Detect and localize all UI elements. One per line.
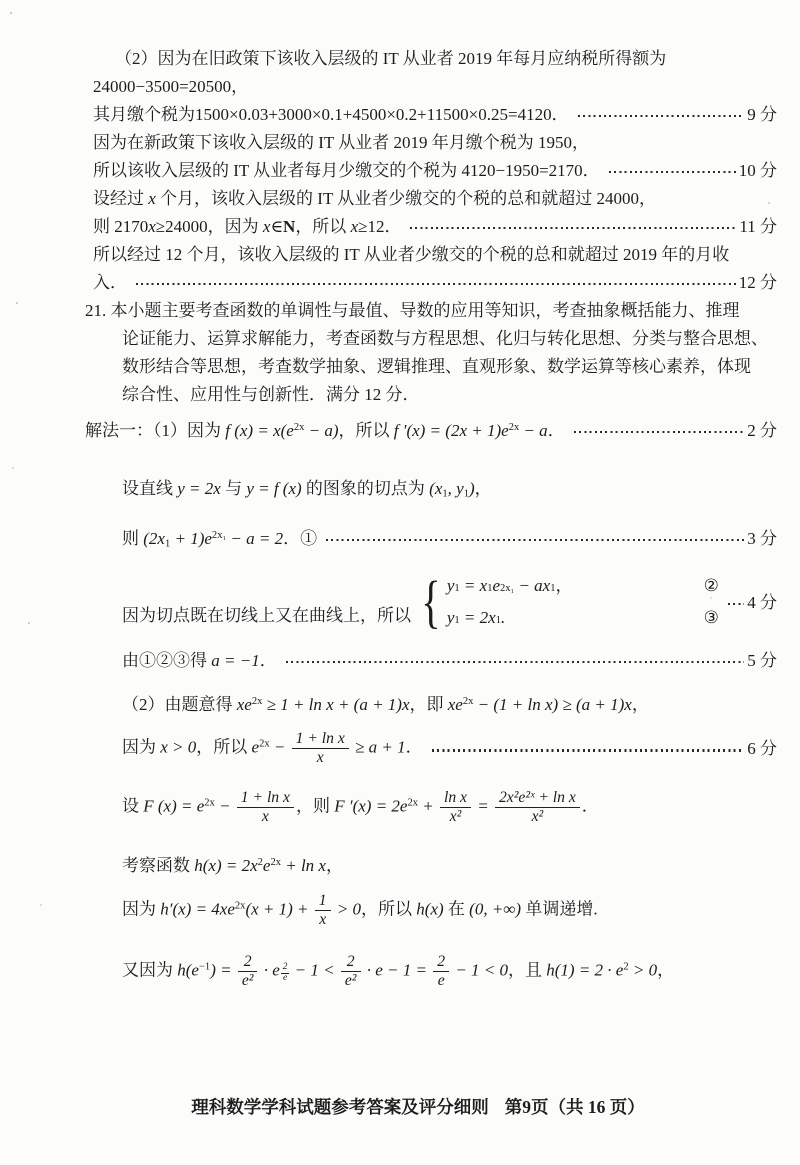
- math-run: f (x) = x: [225, 420, 281, 440]
- content-line: [85, 474, 777, 502]
- math-run: h(e: [177, 960, 199, 980]
- math-run: x: [350, 216, 359, 236]
- text-run: 设直线: [122, 478, 178, 498]
- left-brace-icon: {: [421, 568, 441, 634]
- text-run: ，即: [409, 694, 448, 714]
- equation-system: [417, 568, 719, 634]
- text-run: ．①: [283, 528, 318, 548]
- text-run: ．: [259, 650, 277, 670]
- text-run: 解法一：（1）因为: [85, 420, 226, 440]
- math-fraction: [292, 730, 349, 767]
- content-line: [85, 296, 777, 324]
- text-run: 24000−3500=20500，: [93, 76, 249, 96]
- math-run: y: [446, 576, 455, 595]
- content-line: [85, 953, 777, 990]
- content-line: [85, 730, 777, 767]
- line-text: [122, 852, 343, 879]
- content-line: [85, 852, 777, 880]
- math-superscript: 2x: [270, 857, 281, 869]
- fraction-denominator: e: [437, 971, 445, 989]
- score-label: 10 分: [738, 160, 777, 180]
- text-run: 在: [443, 899, 470, 919]
- line-text: [122, 691, 649, 718]
- math-run: (e: [280, 420, 294, 440]
- math-superscript: 2x: [204, 797, 215, 809]
- line-text: [85, 297, 740, 324]
- text-run: ∈: [270, 216, 284, 236]
- math-run: a = −1: [211, 650, 260, 670]
- score-label: 11 分: [739, 216, 777, 236]
- dotted-leader: [423, 735, 777, 762]
- fraction-numerator: 1 + ln x: [237, 789, 294, 808]
- math-run: xe: [236, 694, 252, 714]
- math-fraction: [315, 892, 331, 929]
- content-line: [85, 212, 777, 240]
- line-text: [85, 417, 565, 444]
- dotted-leader: [569, 101, 777, 128]
- text-run: 则 2170: [93, 216, 149, 236]
- math-run: f ′(x) = (2x + 1)e: [393, 420, 509, 440]
- line-text: [93, 101, 569, 128]
- content-line: [85, 128, 777, 156]
- math-run: · e: [259, 960, 280, 980]
- content-line: [85, 789, 777, 826]
- fraction-denominator: x: [261, 807, 269, 825]
- dotted-leader: [565, 417, 777, 444]
- text-run: 考察函数: [122, 856, 195, 876]
- score-label: 3 分: [747, 528, 777, 548]
- math-run: (x + 1) +: [245, 899, 313, 919]
- text-run: ，: [657, 960, 675, 980]
- text-run: ，所以: [196, 737, 252, 757]
- text-run: （2）由题意得: [122, 694, 237, 714]
- footer-page-indicator: 第9页（共 16 页）: [504, 1097, 645, 1117]
- leader-dots: [326, 539, 744, 541]
- line-text: [122, 525, 317, 552]
- math-superscript: 2x: [234, 900, 246, 912]
- line-text: [122, 475, 492, 502]
- math-run: > 0: [332, 899, 362, 919]
- content-line: [85, 240, 777, 268]
- content-line: [85, 568, 777, 634]
- math-run: ≥ a + 1: [350, 737, 406, 757]
- content-line: [85, 524, 777, 552]
- fraction-numerator: 1: [315, 892, 331, 911]
- math-run: −: [269, 737, 290, 757]
- math-run: y: [446, 608, 455, 627]
- content-line: [85, 380, 777, 408]
- text-run: 又因为: [122, 960, 178, 980]
- math-run: e: [262, 856, 271, 876]
- fraction-denominator: x: [316, 748, 324, 766]
- line-text: [93, 185, 656, 212]
- line-text: [122, 647, 277, 674]
- math-fraction: [281, 963, 290, 984]
- text-run: 因为切点既在切线上又在曲线上，所以: [122, 605, 411, 625]
- content-line: [85, 892, 777, 929]
- text-run: 21. 本小题主要考查函数的单调性与最值、导数的应用等知识，考查抽象概括能力、推理: [85, 300, 740, 320]
- text-run: ≥24000，因为: [155, 216, 263, 236]
- math-subscript: 1: [442, 488, 448, 500]
- content-line: [85, 690, 777, 718]
- text-run: 综合性、应用性与创新性．满分 12 分．: [122, 384, 420, 404]
- math-run: − a): [304, 420, 339, 440]
- bold-symbol: N: [283, 216, 296, 236]
- math-subscript: 1: [463, 488, 469, 500]
- line-text: [122, 789, 599, 826]
- equation-number: ③: [703, 608, 719, 627]
- content-line: [85, 72, 777, 100]
- leader-dots: [728, 603, 744, 605]
- math-run: ≥ 1 + ln x + (a + 1)x: [262, 694, 410, 714]
- math-run: h′(x) = 4xe: [160, 899, 235, 919]
- score-label: 9 分: [747, 104, 777, 124]
- leader-dots: [432, 749, 745, 751]
- page-footer: [0, 1094, 800, 1119]
- dotted-leader: [401, 213, 777, 240]
- content-line: [85, 324, 777, 352]
- math-fraction: [440, 789, 471, 826]
- text-run: ，且: [508, 960, 547, 980]
- content-line: [85, 100, 777, 128]
- content-line: [85, 352, 777, 380]
- leader-dots: [578, 115, 745, 117]
- text-run: ，: [325, 856, 343, 876]
- math-run: +: [418, 796, 438, 816]
- line-text: [115, 45, 666, 72]
- content-line: [85, 44, 777, 72]
- math-run: h(1) = 2 · e: [546, 960, 624, 980]
- dotted-leader: [317, 525, 777, 552]
- math-run: > 0: [628, 960, 658, 980]
- content-line: [85, 156, 777, 184]
- score-label: 2 分: [747, 420, 777, 440]
- fraction-numerator: 2: [238, 953, 258, 972]
- line-text: [122, 381, 420, 408]
- math-fraction: [237, 789, 294, 826]
- fraction-numerator: 2: [341, 953, 361, 972]
- math-superscript: 2x: [407, 797, 418, 809]
- text-run: ．: [547, 420, 565, 440]
- math-run: F ′(x) = 2e: [334, 796, 408, 816]
- math-run: e: [492, 576, 500, 595]
- math-superscript: 2x: [251, 695, 263, 707]
- line-text: [122, 568, 719, 634]
- line-text: [122, 353, 751, 380]
- leader-dots: [286, 661, 745, 663]
- fraction-numerator: ln x: [440, 789, 471, 808]
- math-run: y = f (x): [246, 478, 302, 498]
- line-text: [93, 213, 401, 240]
- text-run: ，: [555, 576, 573, 595]
- line-text: [93, 157, 600, 184]
- equation-number: ②: [703, 576, 719, 595]
- line-text: [93, 129, 589, 156]
- math-superscript: 2: [623, 961, 629, 973]
- text-run: 数形结合等思想，考查数学抽象、逻辑推理、直观形象、数学运算等核心素养，体现: [122, 356, 751, 376]
- math-run: ) =: [210, 960, 236, 980]
- score-label: 4 分: [747, 592, 777, 612]
- math-run: h(x) = 2x: [194, 856, 258, 876]
- math-run: x: [148, 188, 156, 208]
- fraction-numerator: 2: [282, 961, 288, 972]
- text-run: 设经过: [93, 188, 149, 208]
- fraction-denominator: e²: [344, 971, 357, 989]
- math-superscript: 2x: [293, 421, 305, 433]
- math-superscript: 2x₁: [211, 529, 227, 541]
- math-run: + 1)e: [170, 528, 212, 548]
- math-superscript: −1: [198, 961, 211, 973]
- text-run: 个月，该收入层级的 IT 从业者少缴交的个税的总和就超过 24000，: [155, 188, 657, 208]
- text-run: （2）因为在旧政策下该收入层级的 IT 从业者 2019 年每月应纳税所得额为: [115, 48, 667, 68]
- math-fraction: [433, 953, 449, 990]
- math-run: x: [148, 216, 156, 236]
- math-run: =: [472, 796, 493, 816]
- math-superscript: 2: [257, 857, 263, 869]
- math-run: − a: [519, 420, 548, 440]
- text-run: 因为: [122, 737, 161, 757]
- math-run: = x: [459, 576, 488, 595]
- math-run: · e − 1 =: [362, 960, 432, 980]
- fraction-numerator: 2x²e²ˣ + ln x: [495, 789, 580, 808]
- line-text: [122, 730, 423, 767]
- math-fraction: [341, 953, 361, 990]
- equation-row: y 1 = 2x 1 . ③: [447, 606, 719, 630]
- fraction-denominator: x²: [531, 807, 544, 825]
- math-run: (2x: [143, 528, 165, 548]
- dotted-leader: [719, 589, 777, 616]
- leader-dots: [410, 227, 736, 229]
- fraction-denominator: e²: [241, 971, 254, 989]
- text-run: 单调递增.: [521, 899, 598, 919]
- math-fraction: [495, 789, 580, 826]
- math-run: = 2x: [459, 608, 496, 627]
- content-line: [85, 184, 777, 212]
- math-run: (0, +∞): [469, 899, 522, 919]
- math-run: h(x): [416, 899, 444, 919]
- fraction-denominator: e: [283, 972, 288, 983]
- math-superscript: 2x: [259, 738, 270, 750]
- line-text: [122, 953, 674, 990]
- math-run: + ln x: [280, 856, 326, 876]
- text-run: 与: [220, 478, 247, 498]
- footer-title: 理科数学学科试题参考答案及评分细则: [191, 1097, 489, 1117]
- math-run: − ax: [514, 576, 551, 595]
- text-run: 因为在新政策下该收入层级的 IT 从业者 2019 年月缴个税为 1950，: [93, 132, 589, 152]
- line-text: [122, 892, 598, 929]
- text-run: 因为: [122, 899, 161, 919]
- score-label: 5 分: [747, 650, 777, 670]
- math-superscript: 2x: [462, 695, 474, 707]
- text-run: ，则: [295, 796, 335, 816]
- math-run: x: [262, 216, 271, 236]
- line-text: [93, 269, 127, 296]
- leader-dots: [609, 171, 736, 173]
- text-run: 所以该收入层级的 IT 从业者每月少缴交的个税为 4120−1950=2170．: [93, 160, 600, 180]
- math-run: − (1 + ln x) ≥ (a + 1)x: [473, 694, 632, 714]
- line-text: [93, 241, 729, 268]
- text-run: ，所以: [361, 899, 417, 919]
- math-run: F (x) = e: [143, 796, 205, 816]
- line-text: [122, 325, 768, 352]
- text-run: 其月缴个税为1500×0.03+3000×0.1+4500×0.2+11500×0.25=4120．: [93, 104, 569, 124]
- math-run: − a = 2: [226, 528, 284, 548]
- text-run: 由①②③得: [122, 650, 212, 670]
- dotted-leader: [277, 647, 777, 674]
- content-lines: [85, 44, 777, 990]
- content-line: [85, 268, 777, 296]
- text-run: ，: [474, 478, 492, 498]
- math-superscript: 2x: [508, 421, 520, 433]
- text-run: 入．: [93, 272, 127, 292]
- fraction-denominator: x: [319, 910, 327, 928]
- fraction-numerator: 1 + ln x: [292, 730, 349, 749]
- text-run: 则: [122, 528, 144, 548]
- equation-row: y 1 = x 1 e 2x₁ − ax 1 ， ②: [447, 574, 719, 598]
- text-run: 所以经过 12 个月，该收入层级的 IT 从业者少缴交的个税的总和就超过 2019 年的月收: [93, 244, 730, 264]
- scan-noise: [10, 12, 12, 14]
- text-run: ，: [631, 694, 649, 714]
- fraction-numerator: 2: [433, 953, 449, 972]
- text-run: ．: [581, 796, 599, 816]
- content-line: [85, 416, 777, 444]
- leader-dots: [574, 431, 745, 433]
- text-run: 论证能力、运算求解能力，考查函数与方程思想、化归与转化思想、分类与整合思想、: [122, 328, 768, 348]
- text-run: ≥12．: [358, 216, 402, 236]
- math-run: x > 0: [160, 737, 197, 757]
- math-run: (x: [429, 478, 443, 498]
- dotted-leader: [127, 269, 777, 296]
- text-run: ，所以: [295, 216, 351, 236]
- score-label: 12 分: [738, 272, 777, 292]
- text-run: ．: [405, 737, 423, 757]
- math-run: − 1 <: [290, 960, 339, 980]
- math-subscript: 1: [164, 538, 171, 550]
- leader-dots: [136, 283, 736, 285]
- math-run: y = 2x: [177, 478, 221, 498]
- dotted-leader: [600, 157, 777, 184]
- text-run: ，所以: [338, 420, 394, 440]
- score-label: 6 分: [747, 738, 777, 758]
- math-run: ): [468, 478, 475, 498]
- text-run: 的图象的切点为: [301, 478, 430, 498]
- math-fraction: [238, 953, 258, 990]
- math-run: − 1 < 0: [451, 960, 509, 980]
- math-run: , y: [447, 478, 464, 498]
- math-run: .: [500, 608, 506, 627]
- text-run: 设: [122, 796, 144, 816]
- math-run: e: [251, 737, 260, 757]
- equation-system-rows: [447, 574, 719, 630]
- math-run: xe: [447, 694, 463, 714]
- content-line: [85, 646, 777, 674]
- math-run: −: [214, 796, 235, 816]
- line-text: [93, 73, 248, 100]
- fraction-denominator: x²: [449, 807, 462, 825]
